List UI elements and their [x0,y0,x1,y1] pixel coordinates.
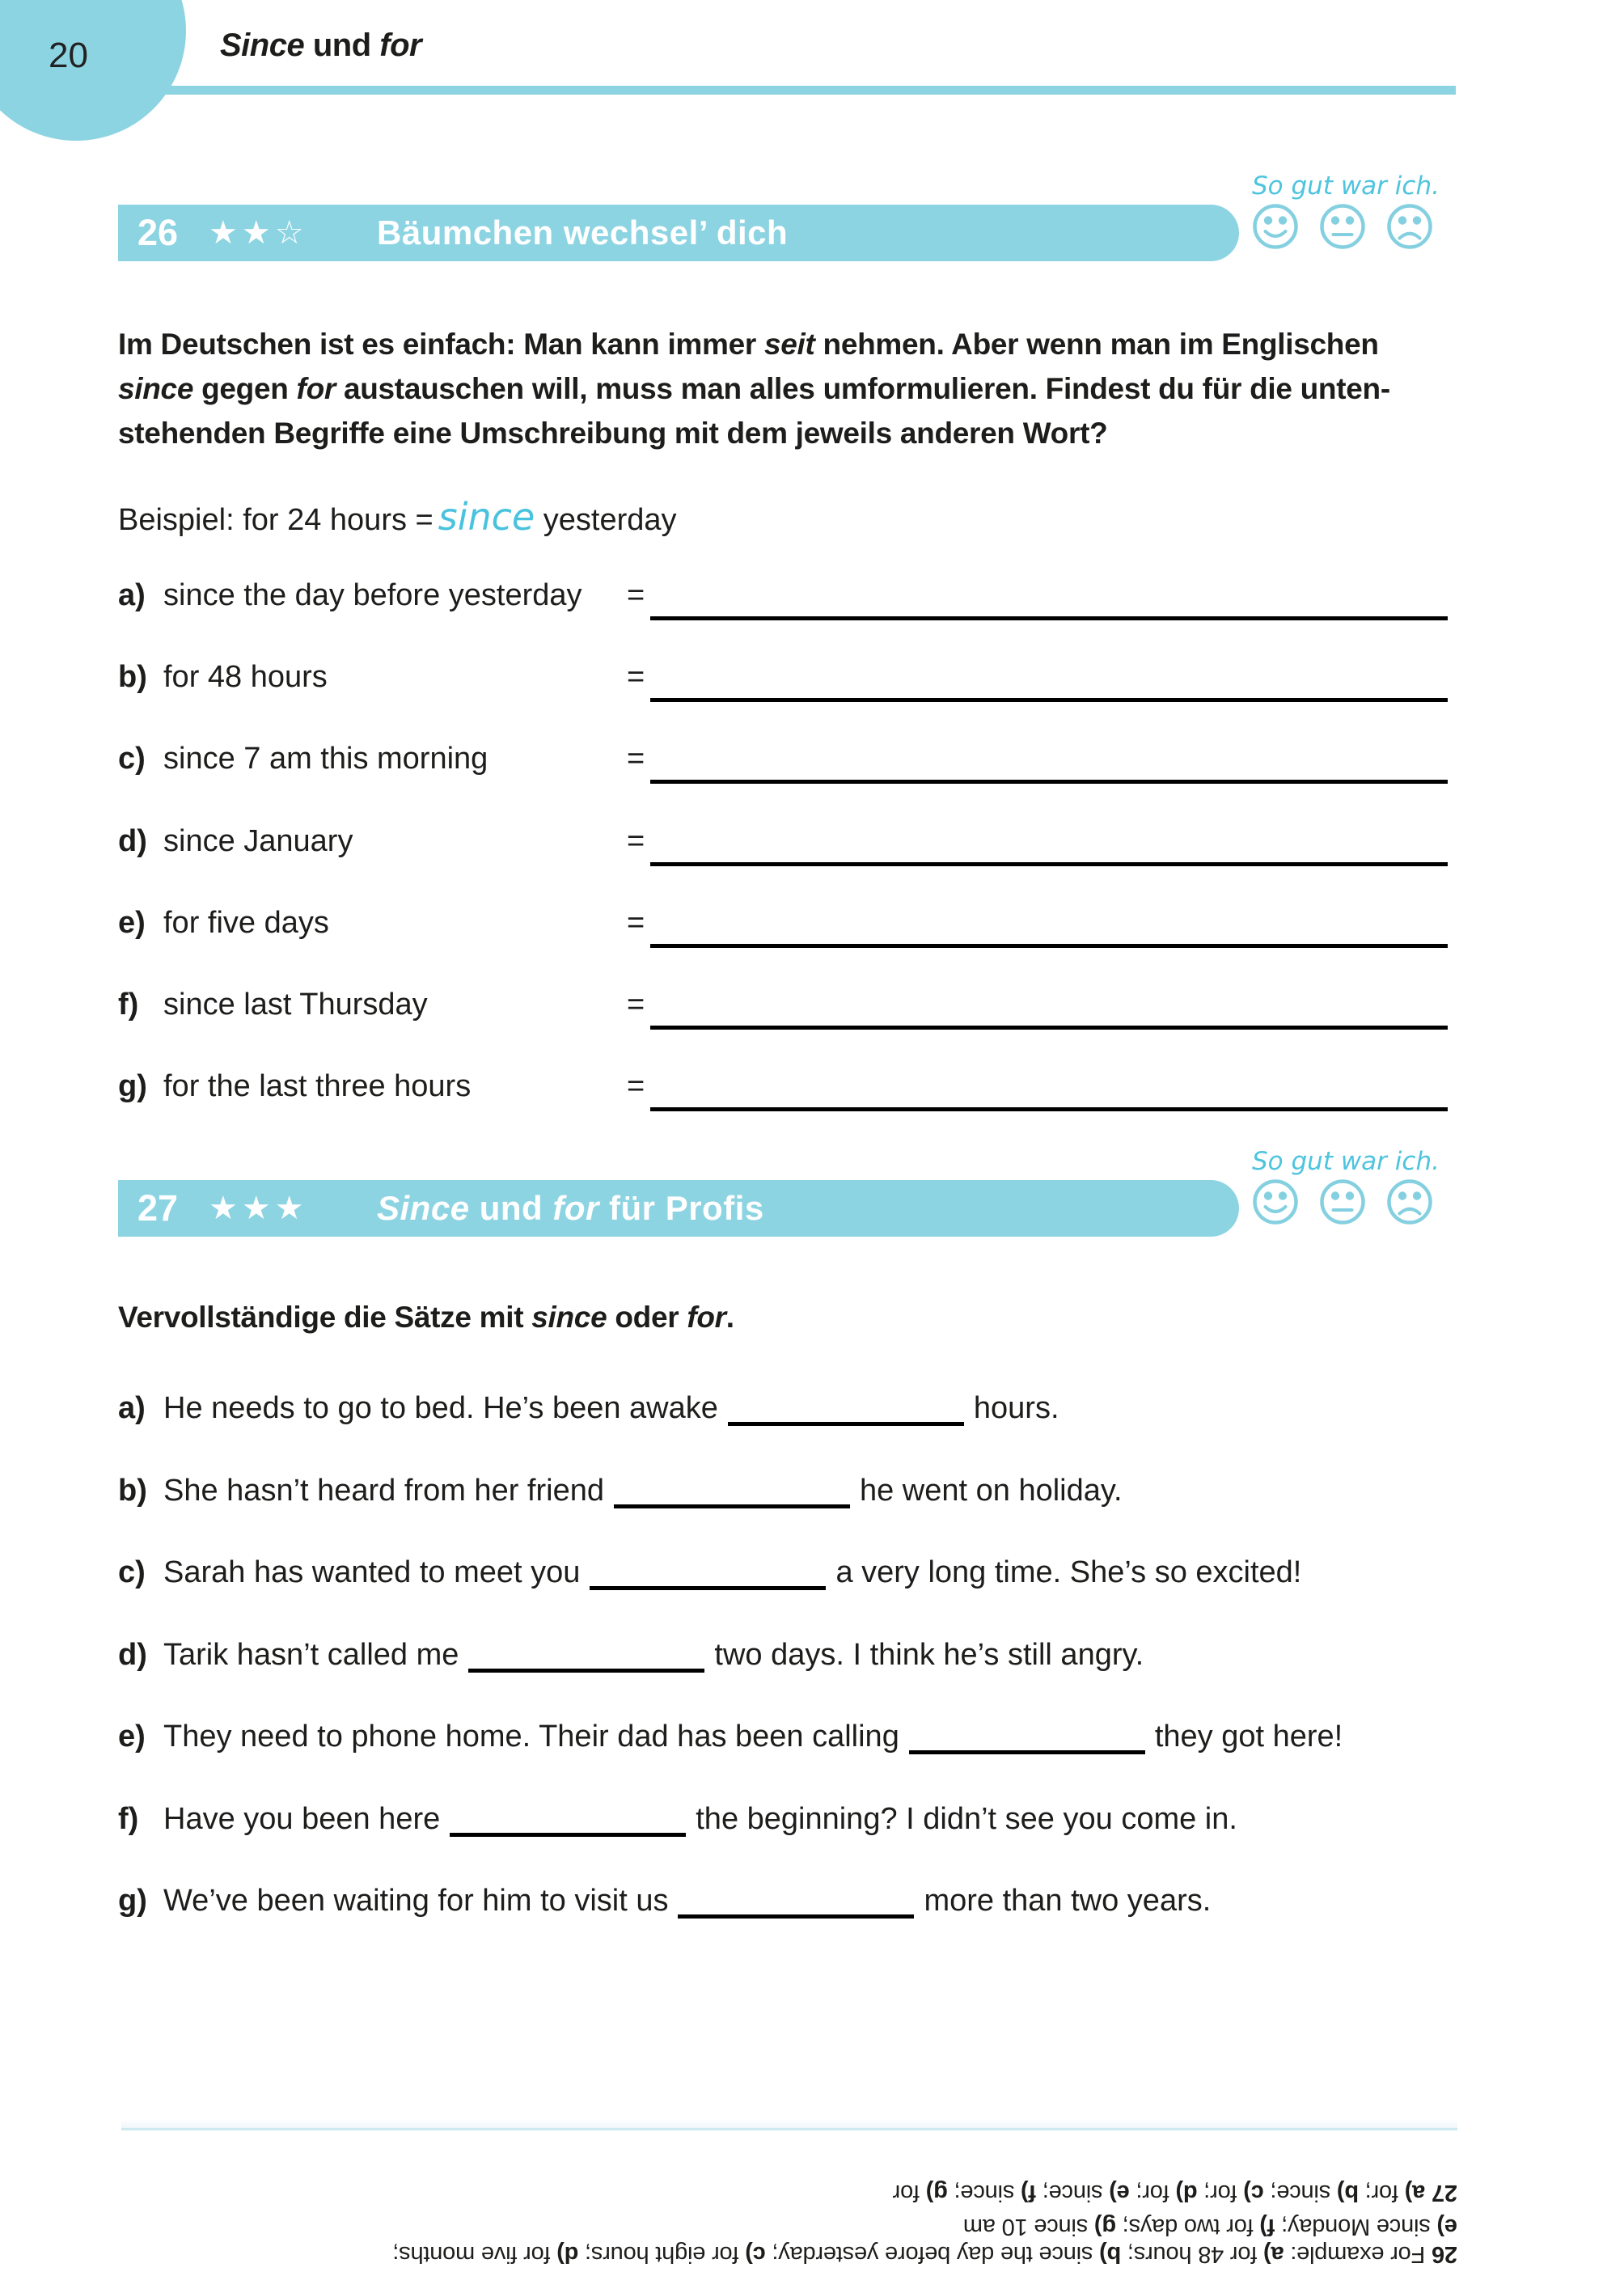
item-text: for the last three hours [163,1069,472,1103]
item-letter: e) [118,906,146,940]
item-text: for 48 hours [163,660,328,694]
intro-line: Im Deutschen ist es einfach: Man kann immer seit nehmen. Aber wenn man im Englischen [118,328,1379,361]
answer-blank-line[interactable] [650,944,1448,948]
fill-in-blank[interactable] [468,1642,704,1673]
feedback-label: So gut war ich. [1252,171,1440,201]
fill-in-blank[interactable] [909,1724,1145,1754]
smiley-neutral-icon[interactable] [1319,1178,1366,1225]
item-letter: f) [118,1802,139,1836]
smiley-neutral-icon[interactable] [1319,203,1366,250]
sentence-pre: He needs to go to bed. He’s been awake [163,1391,718,1425]
item-letter: f) [118,988,139,1022]
exercise-title: Since und for für Profis [377,1189,764,1227]
answer-key [118,2179,1457,2268]
sentence-pre: Sarah has wanted to meet you [163,1555,581,1589]
sentence-post: a very long time. She’s so excited! [835,1555,1302,1589]
item-text: since last Thursday [163,988,428,1022]
sentence-pre: They need to phone home. Their dad has been calling [163,1720,899,1754]
conversion-row [118,570,1448,620]
answer-blank-line[interactable] [650,1107,1448,1111]
answer-blank-line[interactable] [650,1026,1448,1030]
answer-blank-line[interactable] [650,862,1448,866]
sentence-pre: Have you been here [163,1802,441,1836]
item-letter: d) [118,824,147,858]
exercise-26-intro [118,322,1390,455]
sentence-row [118,1469,1509,1512]
item-letter: g) [118,1884,147,1918]
answer-line-26a: 26 For example: a) for 48 hours; b) since the day before yesterday; c) for eight hours; d) for five months; [392,2241,1457,2267]
answer-line-27: 27 a) for; b) since; c) for; d) for; e) since; f) since; g) for [892,2180,1457,2206]
smiley-happy-icon[interactable] [1252,203,1299,250]
item-letter: a) [118,578,146,612]
equals-sign: = [627,578,645,612]
item-text: since the day before yesterday [163,578,582,612]
equals-sign: = [627,742,645,776]
intro-line: since gegen for austauschen will, muss man alles umformulieren. Findest du für die unten- [118,372,1390,405]
fill-in-blank[interactable] [590,1559,826,1590]
fill-in-blank[interactable] [728,1395,964,1426]
star-rating: ★★★ [209,1190,308,1227]
sentence-row [118,1386,1509,1430]
fill-in-blank[interactable] [678,1888,914,1919]
conversion-row [118,816,1448,866]
exercise-number: 26 [137,212,179,253]
item-letter: d) [118,1638,147,1672]
sentence-pre: She hasn’t heard from her friend [163,1474,604,1508]
sentence-post: the beginning? I didn’t see you come in. [696,1802,1237,1836]
conversion-row [118,979,1448,1030]
item-letter: g) [118,1069,147,1103]
item-text: since January [163,824,353,858]
smiley-rating-27 [1252,1178,1433,1225]
fill-in-blank[interactable] [450,1806,686,1837]
sentence-post: they got here! [1154,1720,1343,1754]
sentence-post: two days. I think he’s still angry. [714,1638,1144,1672]
item-text: for five days [163,906,329,940]
item-letter: b) [118,660,147,694]
equals-sign: = [627,824,645,858]
sentence-pre: Tarik hasn’t called me [163,1638,459,1672]
item-letter: b) [118,1474,147,1508]
sentence-row [118,1879,1509,1923]
sentence-pre: We’ve been waiting for him to visit us [163,1884,669,1918]
conversion-row [118,652,1448,702]
sentence-post: hours. [973,1391,1059,1425]
equals-sign: = [627,1069,645,1103]
answer-blank-line[interactable] [650,698,1448,702]
conversion-row [118,898,1448,948]
exercise-27-instruction: Vervollständige die Sätze mit since oder for. [118,1301,734,1334]
star-rating: ★★☆ [209,214,308,252]
fill-in-blank[interactable] [614,1478,850,1508]
exercise-27-banner [118,1180,1239,1237]
equals-sign: = [627,906,645,940]
exercise-number: 27 [137,1187,179,1229]
page-number-badge [0,0,186,141]
smiley-sad-icon[interactable] [1386,203,1433,250]
item-letter: e) [118,1720,146,1754]
item-letter: c) [118,742,146,776]
header-rule [154,86,1456,95]
sentence-row [118,1633,1509,1677]
page-title: Since und for [220,27,422,63]
sentence-row [118,1551,1509,1594]
page-number: 20 [49,36,88,75]
answer-blank-line[interactable] [650,780,1448,784]
item-text: since 7 am this morning [163,742,488,776]
sentence-post: he went on holiday. [859,1474,1123,1508]
equals-sign: = [627,660,645,694]
smiley-rating-26 [1252,203,1433,250]
example-line: Beispiel: for 24 hours = since yesterday [118,495,677,539]
sentence-row [118,1797,1509,1841]
sentence-row [118,1715,1509,1758]
exercise-26-banner [118,205,1239,261]
conversion-row [118,734,1448,784]
answer-blank-line[interactable] [650,616,1448,620]
exercise-title: Bäumchen wechsel’ dich [377,214,789,252]
bottom-divider [121,2119,1457,2130]
feedback-label: So gut war ich. [1252,1147,1440,1176]
item-letter: c) [118,1555,146,1589]
smiley-sad-icon[interactable] [1386,1178,1433,1225]
equals-sign: = [627,988,645,1022]
smiley-happy-icon[interactable] [1252,1178,1299,1225]
conversion-row [118,1061,1448,1111]
sentence-post: more than two years. [924,1884,1212,1918]
intro-line: stehenden Begriffe eine Umschreibung mit dem jeweils anderen Wort? [118,417,1108,450]
answer-line-26b: e) since Monday; f) for two days; g) since 10 am [963,2214,1457,2240]
item-letter: a) [118,1391,146,1425]
